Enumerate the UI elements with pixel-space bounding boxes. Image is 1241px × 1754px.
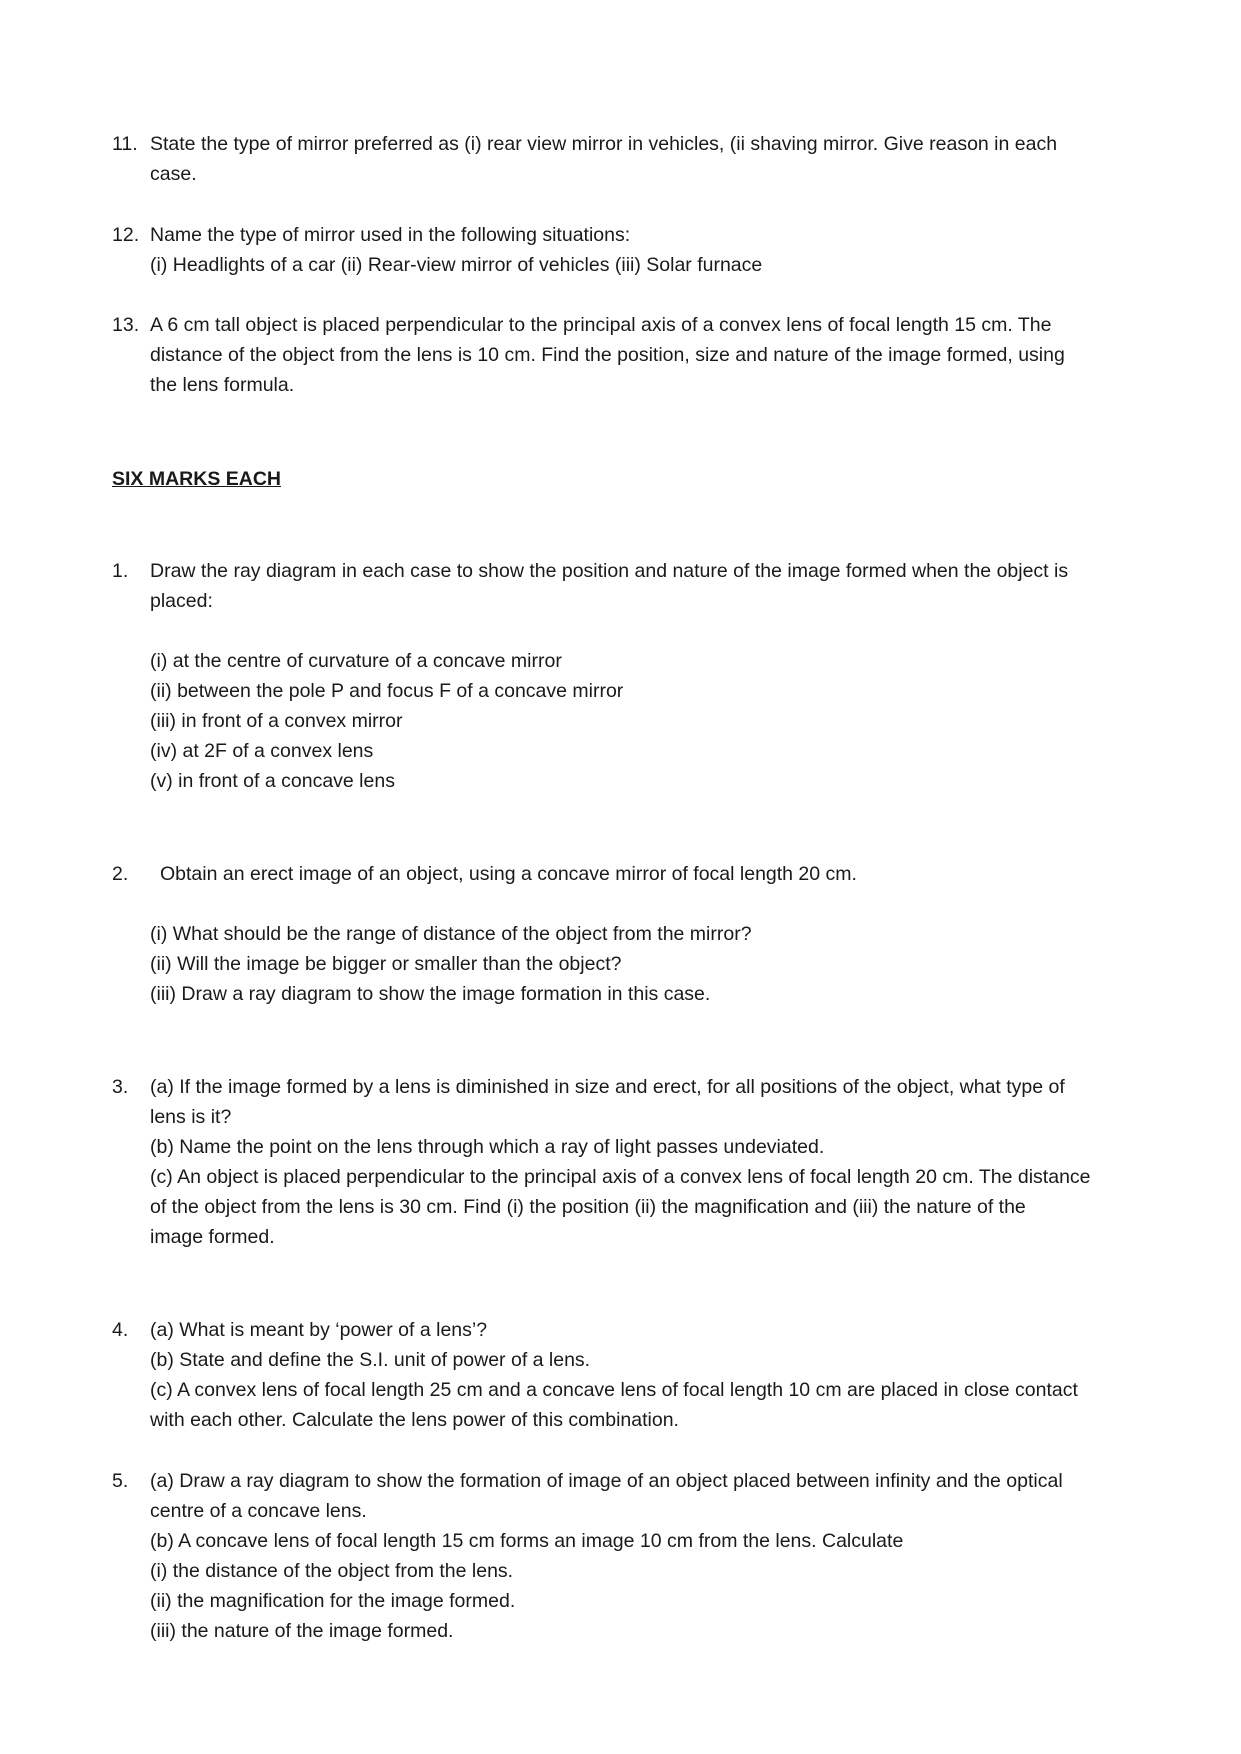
question-number: 2. — [112, 863, 129, 885]
section-heading: SIX MARKS EACH — [112, 468, 282, 490]
question-text-line: (c) A convex lens of focal length 25 cm and a concave lens of focal length 10 cm are placed in close contact — [150, 1379, 1078, 1401]
question-text-line: distance of the object from the lens is 10 cm. Find the position, size and nature of the image formed, using — [150, 344, 1065, 366]
question-text-line: (b) Name the point on the lens through which a ray of light passes undeviated. — [150, 1136, 825, 1158]
question-text-line: Draw the ray diagram in each case to show the position and nature of the image formed when the object is — [150, 560, 1069, 582]
question-text-line: State the type of mirror preferred as (i) rear view mirror in vehicles, (ii shaving mirror. Give reason in each — [150, 133, 1058, 155]
question-text-line: (b) State and define the S.I. unit of power of a lens. — [150, 1349, 591, 1371]
question-text-line: placed: — [150, 590, 213, 612]
question-text-line: (a) Draw a ray diagram to show the formation of image of an object placed between infinity and the optical — [150, 1470, 1063, 1492]
question-sub-item: (iii) in front of a convex mirror — [150, 710, 403, 732]
question-number: 1. — [112, 560, 129, 582]
question-sub-item: (ii) the magnification for the image formed. — [150, 1590, 516, 1612]
question-sub-item: (iii) the nature of the image formed. — [150, 1620, 454, 1642]
question-text-line: lens is it? — [150, 1106, 232, 1128]
question-sub-item: (i) What should be the range of distance of the object from the mirror? — [150, 923, 752, 945]
question-number: 5. — [112, 1470, 129, 1492]
question-number: 12. — [112, 224, 140, 246]
question-text-line: (i) Headlights of a car (ii) Rear-view mirror of vehicles (iii) Solar furnace — [150, 254, 763, 276]
question-sub-item: (ii) between the pole P and focus F of a concave mirror — [150, 680, 624, 702]
question-sub-item: (ii) Will the image be bigger or smaller than the object? — [150, 953, 622, 975]
question-number: 13. — [112, 314, 140, 336]
question-text-line: with each other. Calculate the lens power of this combination. — [150, 1409, 679, 1431]
question-sub-item: (i) at the centre of curvature of a concave mirror — [150, 650, 562, 672]
question-text-line: Name the type of mirror used in the following situations: — [150, 224, 631, 246]
question-text-line: (c) An object is placed perpendicular to the principal axis of a convex lens of focal length 20 cm. The distance — [150, 1166, 1091, 1188]
question-number: 3. — [112, 1076, 129, 1098]
question-text-line: Obtain an erect image of an object, using a concave mirror of focal length 20 cm. — [160, 863, 857, 885]
question-text-line: case. — [150, 163, 197, 185]
question-number: 11. — [112, 133, 138, 155]
question-text-line: of the object from the lens is 30 cm. Find (i) the position (ii) the magnification and (iii) the nature of the — [150, 1196, 1026, 1218]
question-text-line: A 6 cm tall object is placed perpendicular to the principal axis of a convex lens of focal length 15 cm. The — [150, 314, 1052, 336]
question-sub-item: (iii) Draw a ray diagram to show the image formation in this case. — [150, 983, 711, 1005]
question-text-line: (a) If the image formed by a lens is diminished in size and erect, for all positions of the object, what type of — [150, 1076, 1065, 1098]
question-text-line: centre of a concave lens. — [150, 1500, 367, 1522]
question-number: 4. — [112, 1319, 129, 1341]
question-sub-item: (iv) at 2F of a convex lens — [150, 740, 374, 762]
question-text-line: (b) A concave lens of focal length 15 cm forms an image 10 cm from the lens. Calculate — [150, 1530, 904, 1552]
question-text-line: image formed. — [150, 1226, 275, 1248]
question-sub-item: (i) the distance of the object from the lens. — [150, 1560, 514, 1582]
question-sub-item: (v) in front of a concave lens — [150, 770, 395, 792]
question-text-line: the lens formula. — [150, 374, 295, 396]
question-text-line: (a) What is meant by ‘power of a lens’? — [150, 1319, 488, 1341]
